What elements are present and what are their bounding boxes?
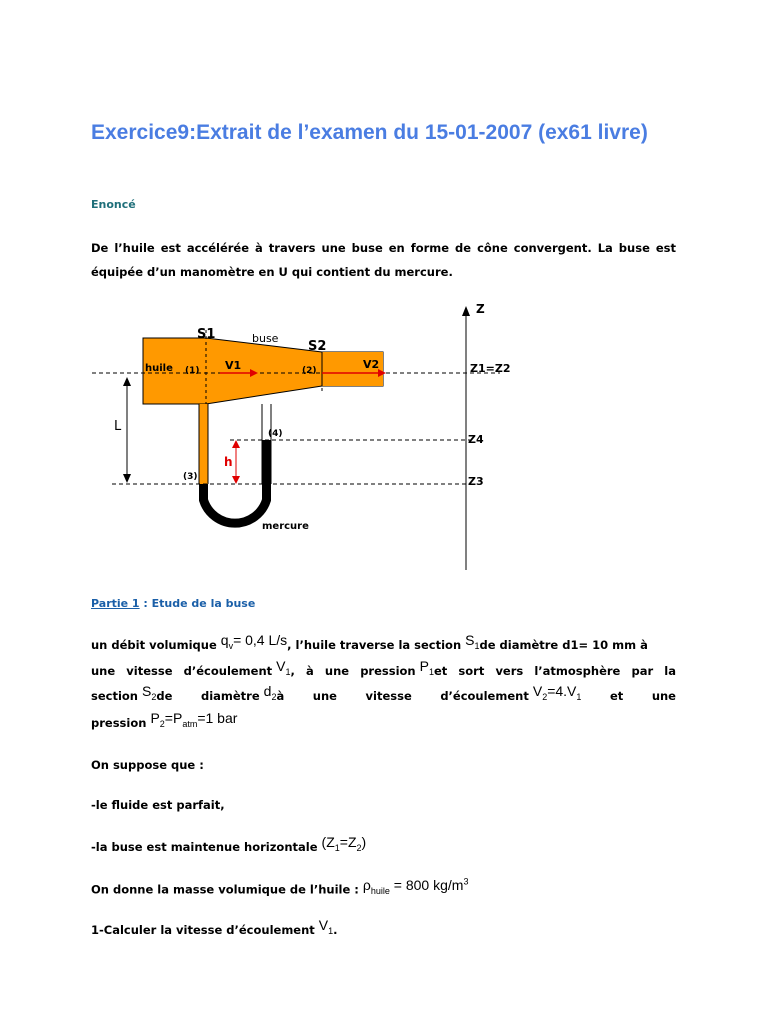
label-V2: V2 (363, 358, 380, 371)
label-Z3: Z3 (468, 475, 484, 488)
section-heading-enonce: Enoncé (91, 198, 136, 211)
label-buse: buse (252, 332, 279, 345)
text-line-1: un débit volumique $q_v= 0,4$ L/s, l’huile traverse la section $S_1de$ diamètre d1= 10 mm à (91, 632, 648, 652)
label-Z1-Z2: Z1=Z2 (470, 362, 511, 375)
text-line-3: section $S_2de$ diamètre $d_2à$ une vitesse d’écoulement $V_2=4.V_1$ et une (91, 683, 676, 703)
label-point-1: (1) (185, 366, 200, 376)
partie1-title: : Etude de la buse (139, 597, 256, 610)
label-point-4: (4) (268, 429, 283, 439)
label-Z4: Z4 (468, 433, 484, 446)
label-Z-axis: Z (476, 302, 485, 316)
question-1: 1-Calculer la vitesse d’écoulement $V_1$. (91, 917, 338, 937)
nozzle-manometer-diagram (0, 290, 768, 580)
label-h: h (224, 455, 233, 469)
text-suppose: On suppose que : (91, 758, 204, 772)
label-S2: S2 (308, 339, 327, 354)
label-S1: S1 (197, 327, 216, 342)
label-point-2: (2) (302, 366, 317, 376)
text-line-4: pression $P_2=P_{atm}=1$ bar (91, 710, 238, 730)
text-masse-volumique: On donne la masse volumique de l’huile : $\rho_{huile} = 800$ $kg/m^3$ (91, 876, 469, 897)
label-L: L (114, 419, 122, 434)
partie1-heading (91, 597, 255, 610)
text-fluide-parfait: -le fluide est parfait, (91, 798, 225, 812)
text-horizontale: -la buse est maintenue horizontale $(Z_1=Z_2)$ (91, 834, 367, 854)
partie1-link[interactable]: Partie 1 (91, 597, 140, 610)
label-huile: huile (145, 363, 173, 374)
label-mercure: mercure (262, 521, 309, 532)
text-line-2: une vitesse d’écoulement $V_1$, à une pression $P_1et$ sort vers l’atmosphère par la (91, 658, 676, 678)
label-point-3: (3) (183, 472, 198, 482)
label-V1: V1 (225, 359, 242, 372)
manometer-left-oil (199, 404, 208, 484)
intro-paragraph: De l’huile est accélérée à travers une buse en forme de cône convergent. La buse est équipée d’un manomètre en U qui contient du mercure. (91, 241, 676, 279)
page-title: Exercice9:Extrait de l’examen du 15-01-2007 (ex61 livre) (91, 121, 648, 144)
